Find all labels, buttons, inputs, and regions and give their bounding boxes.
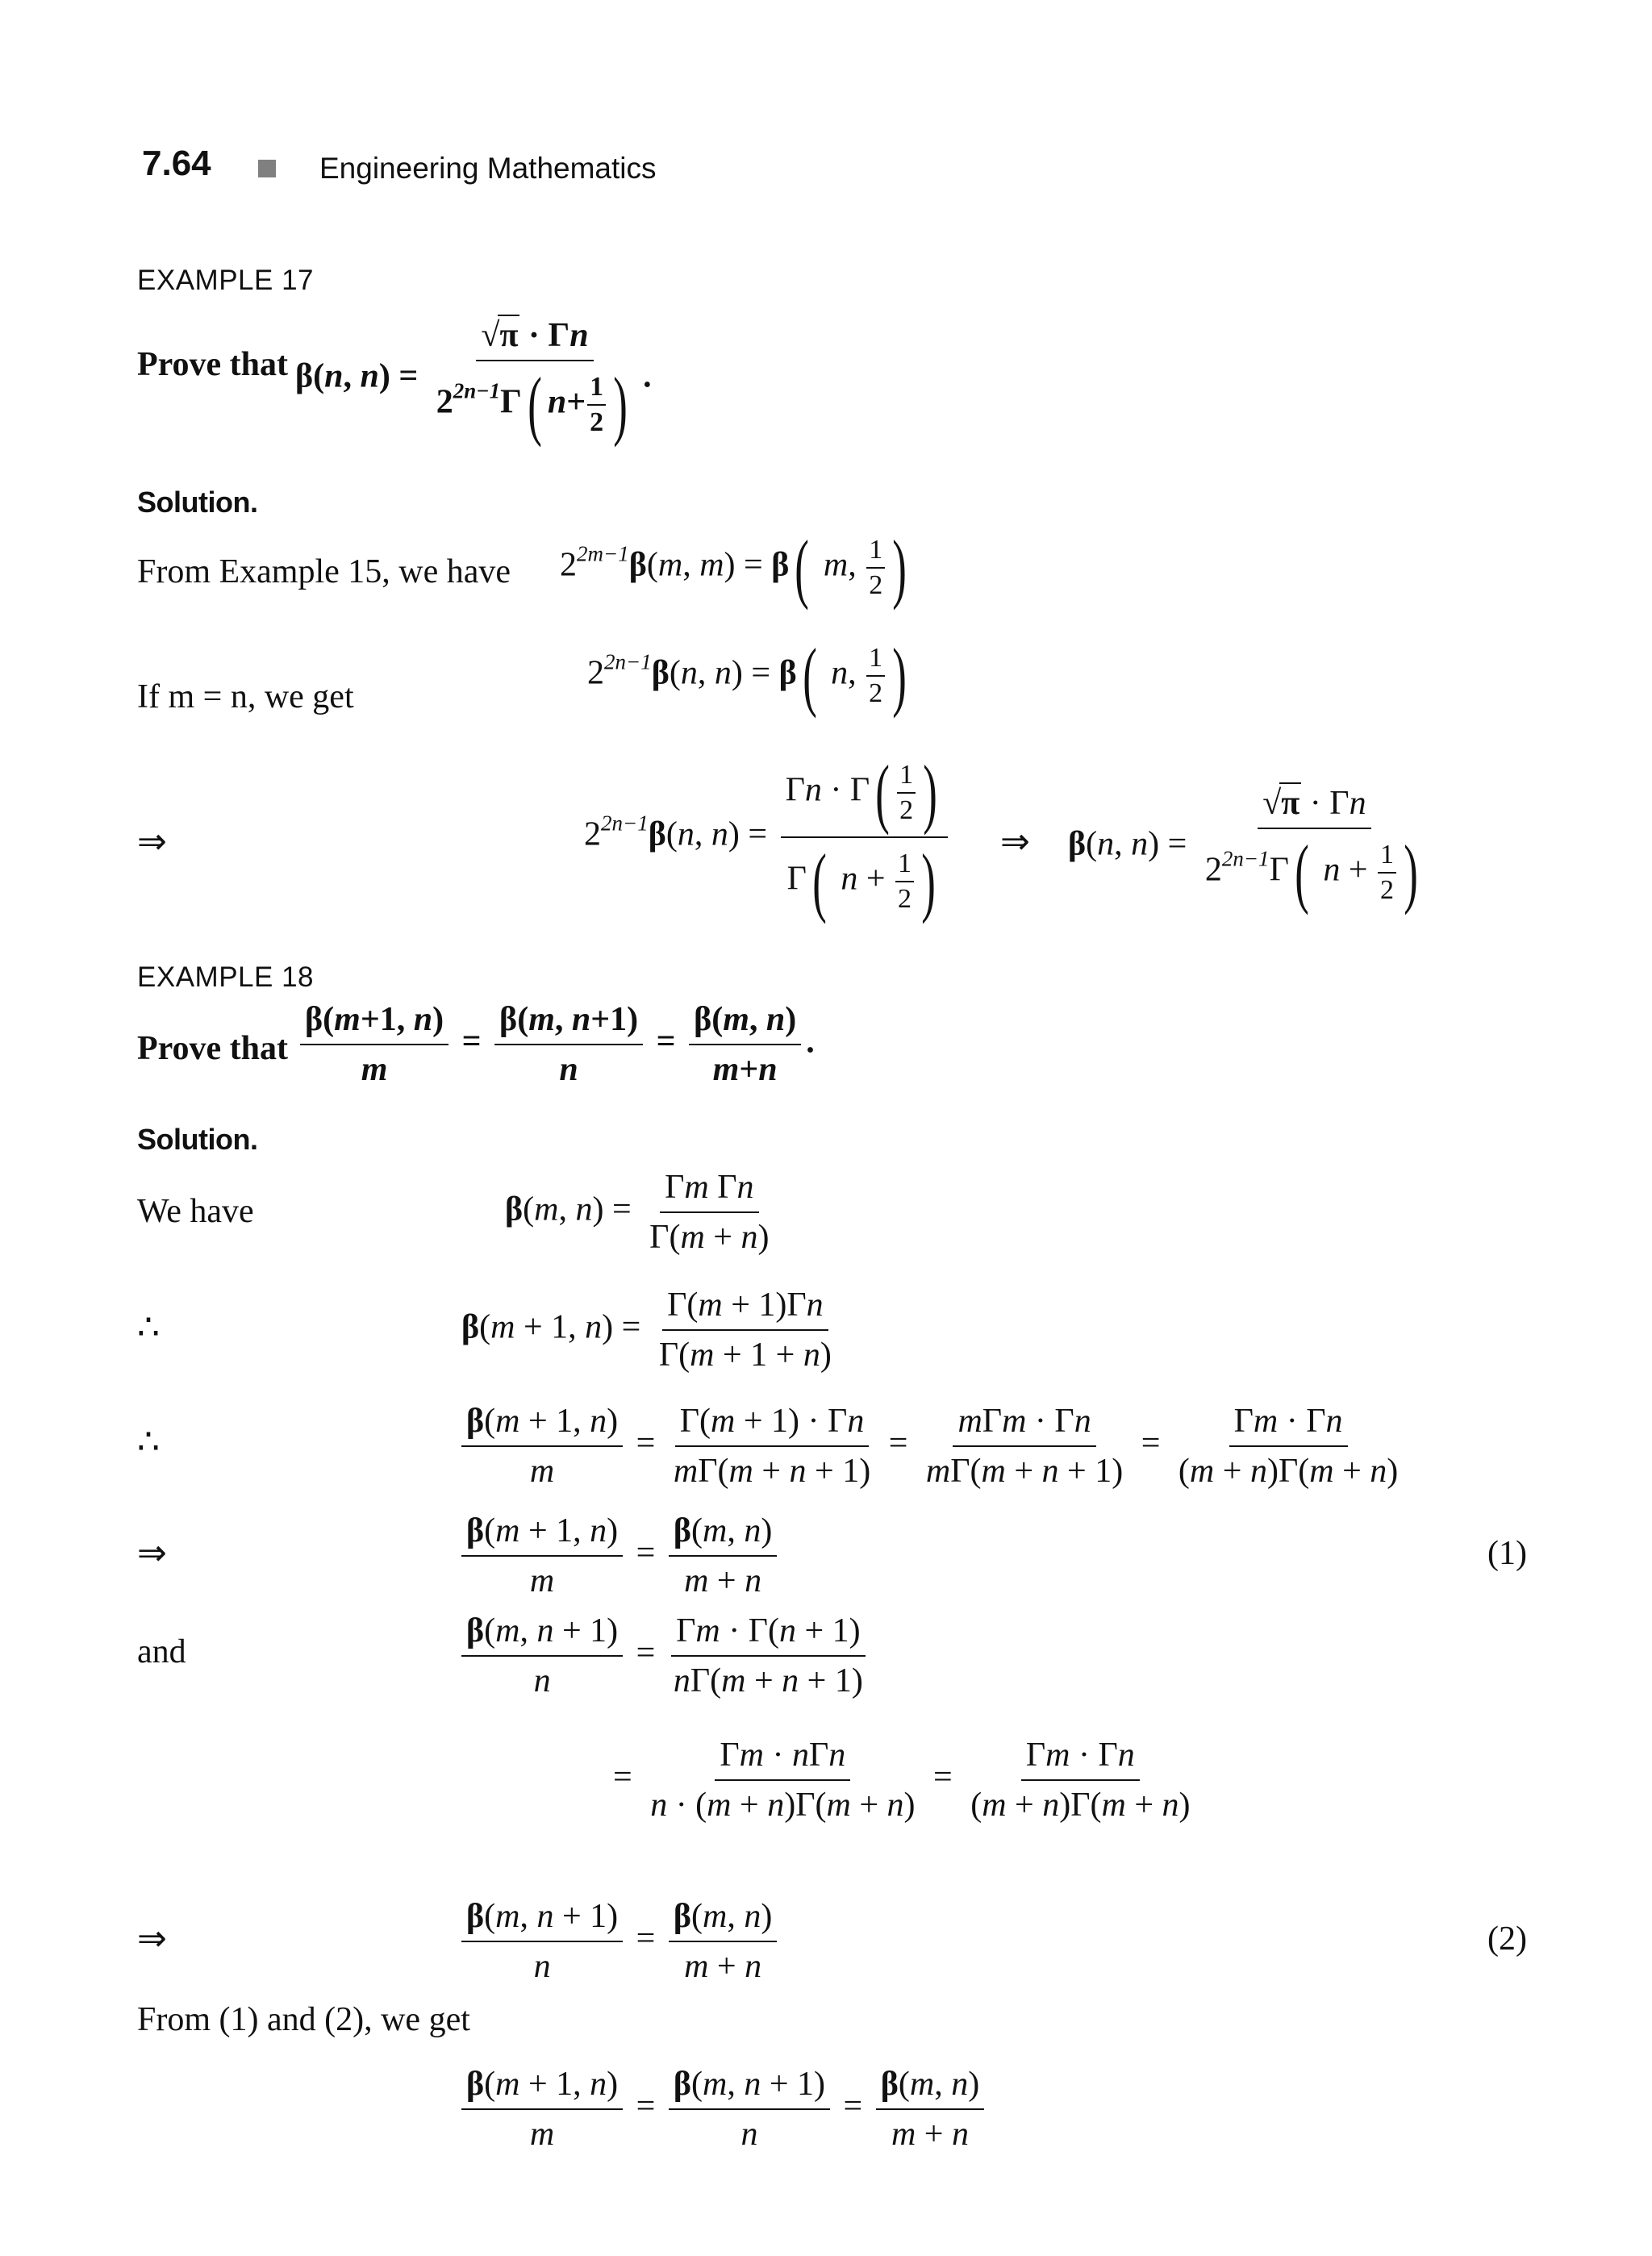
example-18-eq-beta-def: β(m, n) = $\frac{\text{Γm Γn}}{\Gamma(m + n)}$ xyxy=(505,1169,770,1256)
equation-number-1: (1) xyxy=(1487,1535,1527,1572)
example-18-eq-beta-m1: β(m + 1, n) = $\frac{\Gamma(m + 1)\Gamma n}{\Gamma(m + 1 + n)}$ xyxy=(461,1286,832,1374)
equation-number-2: (2) xyxy=(1487,1920,1527,1958)
example-18-solution-label: Solution. xyxy=(137,1123,258,1156)
example-18-final: $\frac{\beta(m + 1, n)}{m}$ = $\frac{\beta(m, n + 1)}{n}$ = $\frac{\beta(m, n)}{m + n}$ xyxy=(457,2065,989,2154)
example-18-eq2: $\frac{\beta(m, n + 1)}{n}$ = $\frac{\beta(m, n)}{m + n}$ xyxy=(457,1897,782,1986)
example-17-statement: β(n, n) = √π · Γn $2^{2n-1}\Gamma$( n+ $\frac{1}{2}$ ) . xyxy=(295,315,652,444)
example-17-label: EXAMPLE 17 xyxy=(137,265,314,296)
example-17-eq1: $2^{2m-1}\beta(m$, m) = β( m, $\frac{1}{2}$ ) xyxy=(560,524,907,611)
example-18-prove-text: Prove that xyxy=(137,1030,289,1067)
example-18-and: and xyxy=(137,1633,186,1670)
example-17-eq2: $2^{2n-1}\beta(n$, n) = β( n, $\frac{1}{2}$ ) xyxy=(587,632,907,719)
page-number: 7.64 xyxy=(142,144,211,183)
example-18-we-have: We have xyxy=(137,1193,254,1230)
example-18-therefore-2: ∴ xyxy=(137,1422,160,1462)
book-title: Engineering Mathematics xyxy=(319,152,657,185)
example-18-eq-chain: $\frac{\beta(m + 1, n)}{m}$ = $\frac{\Gamma(m + 1) \cdot \Gamma n}{m\Gamma(m + n + 1)}$ = $\frac{\text{mΓm · Γn}}{m\Gamma(m + n + 1)}$ = $\frac{\Gamma m \cdot \Gamma n}{(m + n)\Gamma(m + n)}$ xyxy=(457,1402,1408,1491)
example-18-therefore-1: ∴ xyxy=(137,1307,160,1347)
example-17-implies-arrow-2: ⇒ xyxy=(1000,822,1030,861)
header-square-icon xyxy=(258,160,276,177)
example-18-eq1: $\frac{\beta(m + 1, n)}{m}$ = $\frac{\beta(m, n)}{m + n}$ xyxy=(457,1512,782,1600)
example-18-statement: $\frac{\beta(m+1, n)}{m}$ = $\frac{\beta(m, n+1)}{n}$ = $\frac{\beta(m, n)}{m+n}$ . xyxy=(295,1000,815,1089)
example-18-implies-2: ⇒ xyxy=(137,1919,167,1958)
example-17-line1: From Example 15, we have xyxy=(137,553,511,590)
example-17-line2: If m = n, we get xyxy=(137,678,354,715)
example-18-label: EXAMPLE 18 xyxy=(137,961,314,993)
example-17-implies-arrow: ⇒ xyxy=(137,822,167,861)
example-17-solution-label: Solution. xyxy=(137,486,258,519)
example-17-result: β(n, n) = √π · Γn $2^{2n-1}\Gamma$( n + $\frac{1}{2}$ ) xyxy=(1068,782,1433,911)
example-18-eq-beta-n1: $\frac{\beta(m, n + 1)}{n}$ = $\frac{\Gamma m \cdot \Gamma(n + 1)}{n\Gamma(m + n + 1)}$ xyxy=(457,1612,873,1700)
example-18-implies-1: ⇒ xyxy=(137,1533,167,1573)
example-17-prove-text: Prove that xyxy=(137,346,289,383)
example-18-from-text: From (1) and (2), we get xyxy=(137,2001,470,2038)
example-18-eq-simplify: = $\frac{\text{Γm · nΓn}}{n \cdot (m + n)\Gamma(m + n)}$ = $\frac{\Gamma m \cdot \Gamma n}{(m + n)\Gamma(m + n)}$ xyxy=(613,1737,1191,1824)
example-17-eq3: $2^{2n-1}\beta(n$, n) = Γn · Γ( $\frac{1}{2}$ ) Γ( n + $\frac{1}{2}$ ) xyxy=(584,754,953,920)
